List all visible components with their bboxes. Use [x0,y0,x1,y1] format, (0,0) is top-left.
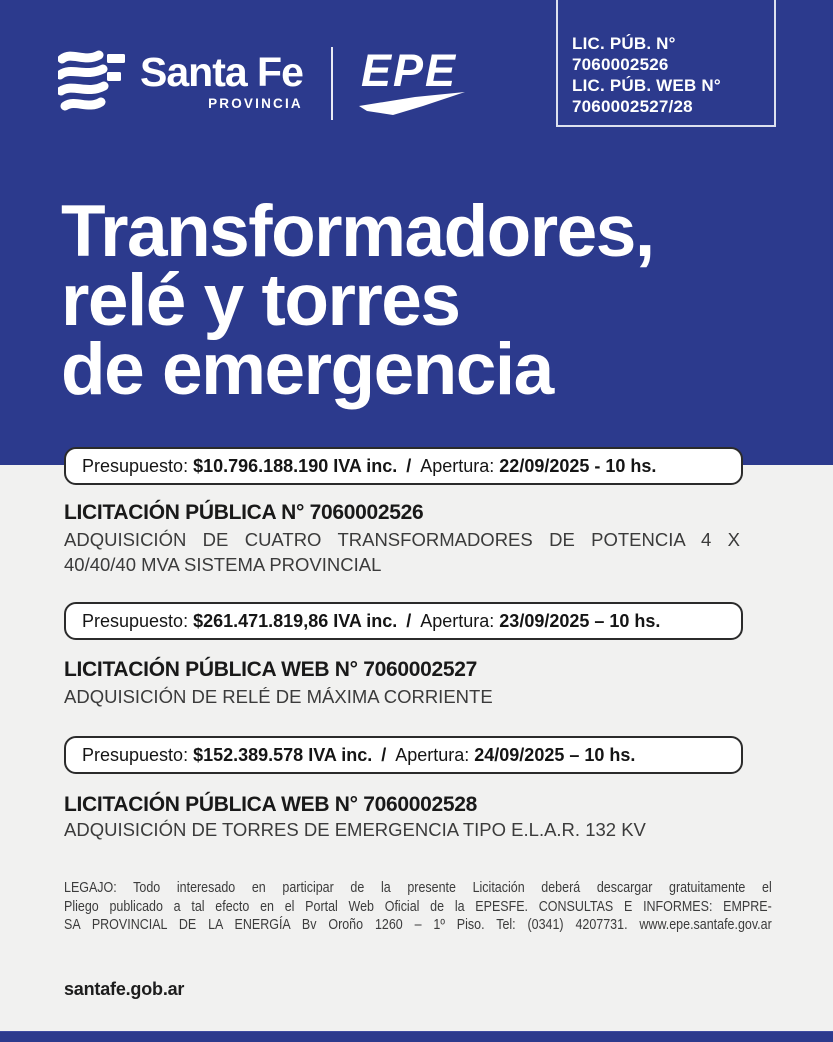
epe-wordmark: EPE [361,45,458,96]
presupuesto-label: Presupuesto: [82,610,189,631]
title-line-2: relé y torres [61,260,460,341]
santa-fe-name: Santa Fe [140,49,303,95]
budget-amount: $261.471.819,86 IVA inc. [193,610,398,631]
presupuesto-label: Presupuesto: [82,744,189,765]
legal-line-2: Pliego publicado a tal efecto en el Portal Web Oficial de la EPESFE. CONSULTAS E INFORMES: EMPRE- [64,898,772,915]
apertura-label: Apertura: [420,610,495,631]
title-line-3: de emergencia [61,329,553,410]
provincia-label: PROVINCIA [208,96,303,111]
presupuesto-label: Presupuesto: [82,455,189,476]
budget-amount: $10.796.188.190 IVA inc. [193,455,398,476]
legal-line-3: SA PROVINCIAL DE LA ENERGÍA Bv Oroño 1260 – 1º Piso. Tel: (0341) 4207731. www.epe.santafe.gov.ar [64,917,772,934]
slash-separator: / [406,610,412,631]
santa-fe-logo [58,50,303,114]
lic-box-line-3: LIC. PÚB. WEB N° [572,76,721,95]
section-description-2 [64,685,740,710]
description-line: ADQUISICIÓN DE TORRES DE EMERGENCIA TIPO E.L.A.R. 132 KV [64,819,646,840]
logo-divider [331,47,333,120]
budget-amount: $152.389.578 IVA inc. [193,744,373,765]
footer-bar [0,1031,833,1042]
lic-numbers-box [556,0,776,127]
section-description-1 [64,528,740,577]
epe-logo [361,45,465,116]
section-heading-2: LICITACIÓN PÚBLICA WEB N° 7060002527 [64,658,478,681]
section-description-3 [64,818,740,843]
budget-box-3 [64,736,743,774]
description-line: 40/40/40 MVA SISTEMA PROVINCIAL [64,553,382,575]
section-heading-1: LICITACIÓN PÚBLICA N° 7060002526 [64,501,424,524]
site-url: santafe.gob.ar [64,979,185,999]
opening-date: 22/09/2025 - 10 hs. [499,455,657,476]
santa-fe-wave-icon [58,50,128,114]
budget-box-2 [64,602,743,640]
slash-separator: / [381,744,387,765]
santa-fe-wordmark [140,50,303,111]
apertura-label: Apertura: [420,455,495,476]
legal-line-1: LEGAJO: Todo interesado en participar de la presente Licitación deberá descargar gratuitamente el [64,880,772,896]
section-heading-3: LICITACIÓN PÚBLICA WEB N° 7060002528 [64,793,478,816]
description-line: ADQUISICIÓN DE RELÉ DE MÁXIMA CORRIENTE [64,686,493,707]
apertura-label: Apertura: [395,744,470,765]
lic-box-line-4: 7060002527/28 [572,97,693,116]
lic-box-line-1: LIC. PÚB. N° [572,34,676,53]
poster-title [61,191,654,410]
slash-separator: / [406,455,412,476]
lic-box-line-2: 7060002526 [572,55,669,74]
description-line: ADQUISICIÓN DE CUATRO TRANSFORMADORES DE POTENCIA 4 X [64,529,740,550]
opening-date: 24/09/2025 – 10 hs. [474,744,636,765]
opening-date: 23/09/2025 – 10 hs. [499,610,661,631]
title-line-1: Transformadores, [61,191,654,272]
hero-banner [0,0,833,465]
legal-text [64,879,772,935]
budget-box-1 [64,447,743,485]
